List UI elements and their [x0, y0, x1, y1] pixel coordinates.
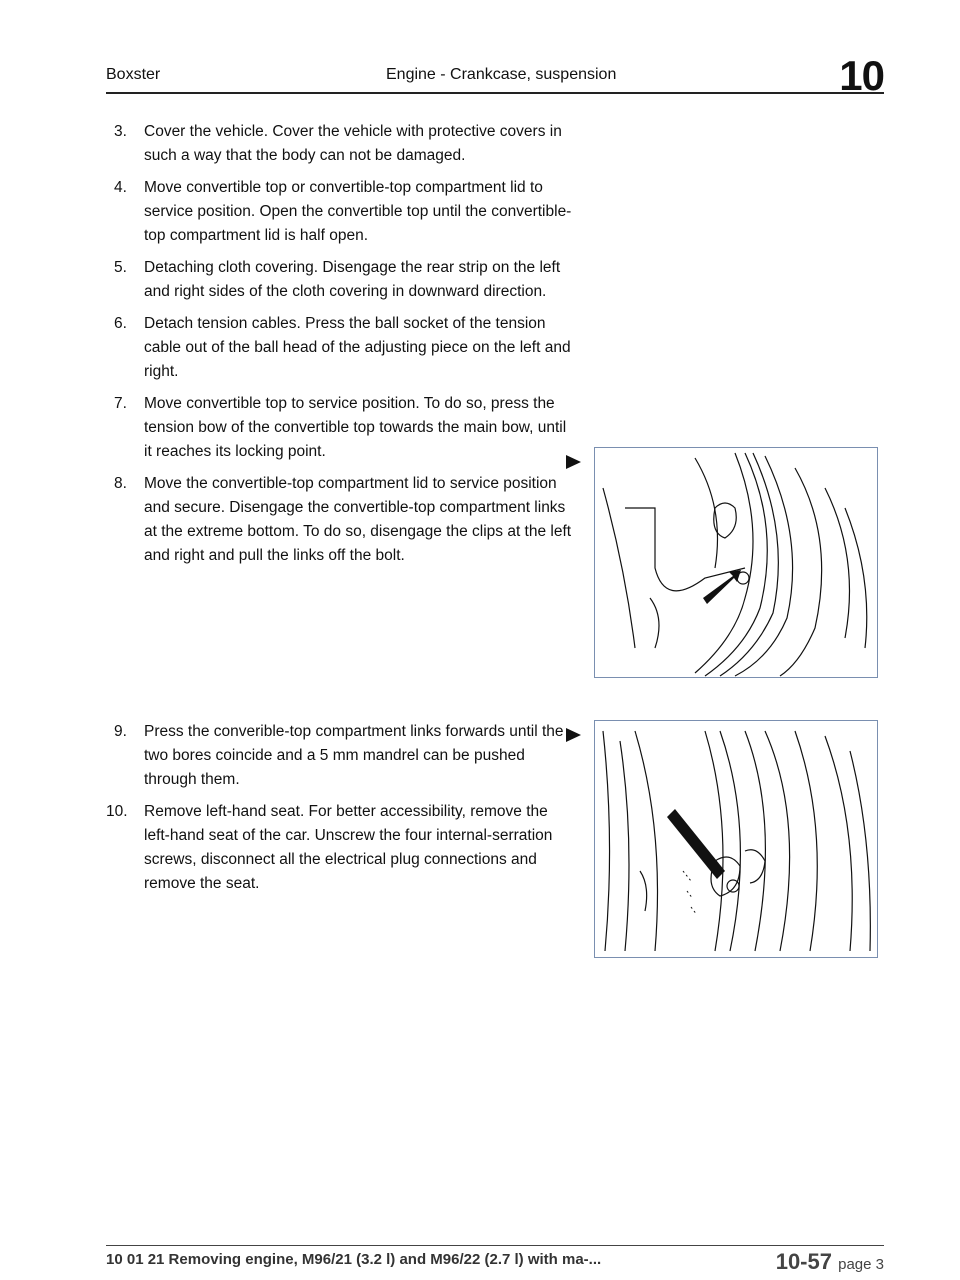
page-label: page 3 — [838, 1256, 884, 1273]
figure-mandrel-bores — [594, 720, 878, 958]
step-text: Move convertible top or convertible-top compartment lid to service position. Open the convertible top until the convertible-top compartment lid is half open. — [144, 179, 572, 244]
step-text: Detaching cloth covering. Disengage the rear strip on the left and right sides of the cloth covering in downward direction. — [144, 259, 561, 300]
step-text: Press the converible-top compartment links forwards until the two bores coincide and a 5 mm mandrel can be pushed through them. — [144, 723, 564, 788]
step-7 — [106, 392, 576, 464]
footer-procedure-title: 10 01 21 Removing engine, M96/21 (3.2 l) and M96/22 (2.7 l) with ma-... — [106, 1251, 602, 1268]
step-number: 8. — [114, 475, 127, 492]
step-number: 7. — [114, 395, 127, 412]
figure-pointer-arrow-icon — [566, 728, 581, 742]
step-number: 10. — [106, 803, 128, 820]
step-text: Detach tension cables. Press the ball socket of the tension cable out of the ball head of the adjusting piece on the left and right. — [144, 315, 571, 380]
page-number: 10-57 — [775, 1249, 832, 1274]
compartment-link-illustration — [595, 448, 877, 677]
step-number: 4. — [114, 179, 127, 196]
step-number: 3. — [114, 123, 127, 140]
step-9 — [106, 720, 576, 792]
step-6 — [106, 312, 576, 384]
section-title: Engine - Crankcase, suspension — [386, 66, 617, 83]
header-rule — [106, 92, 884, 94]
step-number: 9. — [114, 723, 127, 740]
group-number: 10 — [839, 52, 884, 99]
mandrel-bores-illustration — [595, 721, 877, 957]
step-list-2 — [106, 720, 576, 904]
step-3 — [106, 120, 576, 168]
step-text: Move convertible top to service position. To do so, press the tension bow of the convertible top towards the main bow, until it reaches its locking point. — [144, 395, 567, 460]
step-text: Move the convertible-top compartment lid to service position and secure. Disengage the convertible-top compartment links at the extreme bottom. To do so, disengage the clips at the left and right and pull the links off the bolt. — [144, 475, 572, 564]
figure-pointer-arrow-icon — [566, 455, 581, 469]
step-4 — [106, 176, 576, 248]
model-name: Boxster — [106, 66, 161, 83]
page-header — [106, 52, 884, 99]
step-text: Cover the vehicle. Cover the vehicle with protective covers in such a way that the body can not be damaged. — [144, 123, 562, 164]
figure-compartment-link — [594, 447, 878, 678]
step-number: 6. — [114, 315, 127, 332]
step-list — [106, 120, 576, 576]
step-text: Remove left-hand seat. For better accessibility, remove the left-hand seat of the car. Unscrew the four internal-serration screws, disconnect all the electrical plug connections and remove the seat. — [144, 803, 553, 892]
step-10 — [106, 800, 576, 896]
step-5 — [106, 256, 576, 304]
footer-page — [776, 1249, 884, 1275]
step-number: 5. — [114, 259, 127, 276]
step-8 — [106, 472, 576, 568]
footer-rule — [106, 1245, 884, 1246]
